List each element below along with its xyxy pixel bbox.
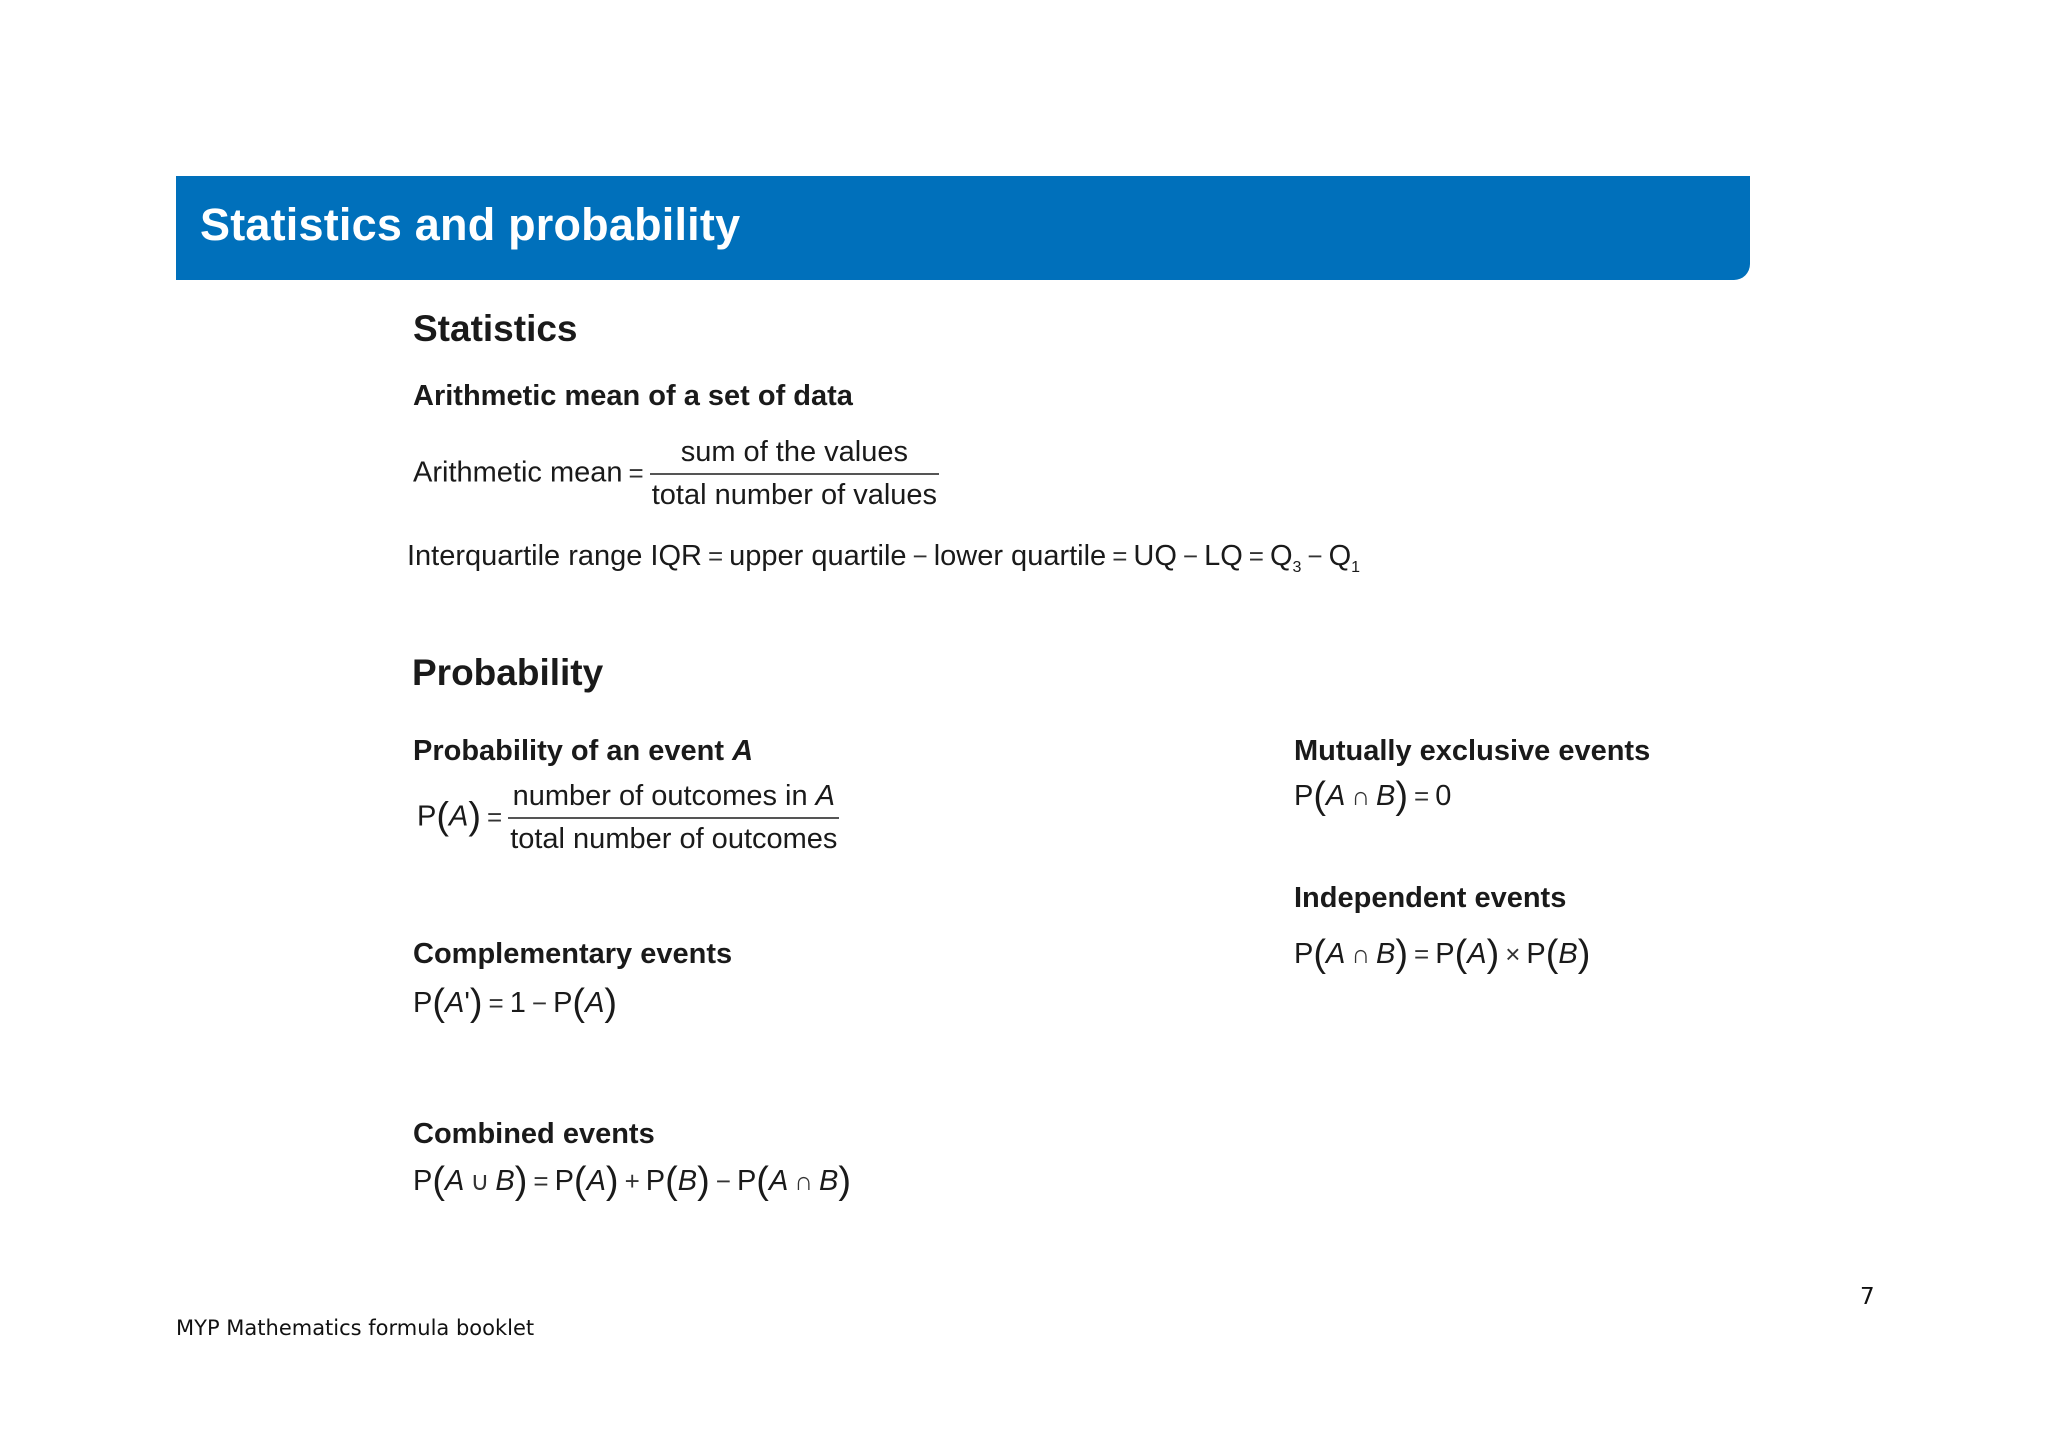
probability-heading: Probability	[412, 652, 604, 693]
iqr-upper-quartile: upper quartile	[729, 540, 907, 572]
iqr-q1: $Q_1$	[1328, 540, 1361, 576]
arithmetic-mean-heading: Arithmetic mean of a set of data	[413, 380, 853, 412]
event-denominator: total number of outcomes	[510, 823, 838, 855]
booklet-title: MYP Mathematics formula booklet	[176, 1316, 535, 1340]
iqr-lower-quartile: lower quartile	[933, 540, 1107, 572]
section-banner	[176, 176, 1750, 280]
complementary-events-heading: Complementary events	[413, 938, 733, 970]
event-probability-heading: Probability of an event A	[413, 735, 754, 767]
iqr-label: Interquartile range IQR	[407, 540, 702, 572]
event-probability-formula: P(A) = $\frac{\text{number of outcomes in A}}{\text{total number of outcomes}}$	[417, 780, 838, 855]
event-fraction	[508, 780, 839, 856]
mutually-exclusive-heading: Mutually exclusive events	[1294, 735, 1651, 767]
arithmetic-mean-formula: Arithmetic mean = $\frac{\text{sum of the values}}{\text{total number of values}}$	[413, 436, 938, 511]
iqr-uq: UQ	[1133, 540, 1177, 572]
iqr-formula: Interquartile range IQR = upper quartile − lower quartile = UQ − LQ = $Q_3 - Q_1$	[407, 540, 1361, 576]
mutually-exclusive-formula: P(A ∩ B) = 0	[1294, 775, 1452, 817]
combined-events-formula: P(A ∪ B) = P(A) + P(B) − P(A ∩ B)	[413, 1160, 851, 1202]
mean-label: Arithmetic mean	[413, 456, 623, 489]
independent-events-formula: P(A ∩ B) = P(A) × P(B)	[1294, 933, 1591, 975]
combined-events-heading: Combined events	[413, 1118, 655, 1150]
page-number: 7	[1860, 1284, 1875, 1310]
mean-fraction	[650, 436, 939, 512]
mean-denominator: total number of values	[651, 479, 938, 511]
mean-numerator: sum of the values	[650, 436, 939, 475]
page-title: Statistics and probability	[200, 199, 741, 250]
statistics-heading: Statistics	[413, 308, 578, 349]
event-numerator: number of outcomes in A	[508, 780, 839, 819]
iqr-q3: $Q_3$	[1269, 540, 1302, 576]
complementary-events-formula: P(A') = 1 − P(A)	[413, 982, 618, 1024]
iqr-lq: LQ	[1204, 540, 1243, 572]
independent-events-heading: Independent events	[1294, 882, 1567, 914]
